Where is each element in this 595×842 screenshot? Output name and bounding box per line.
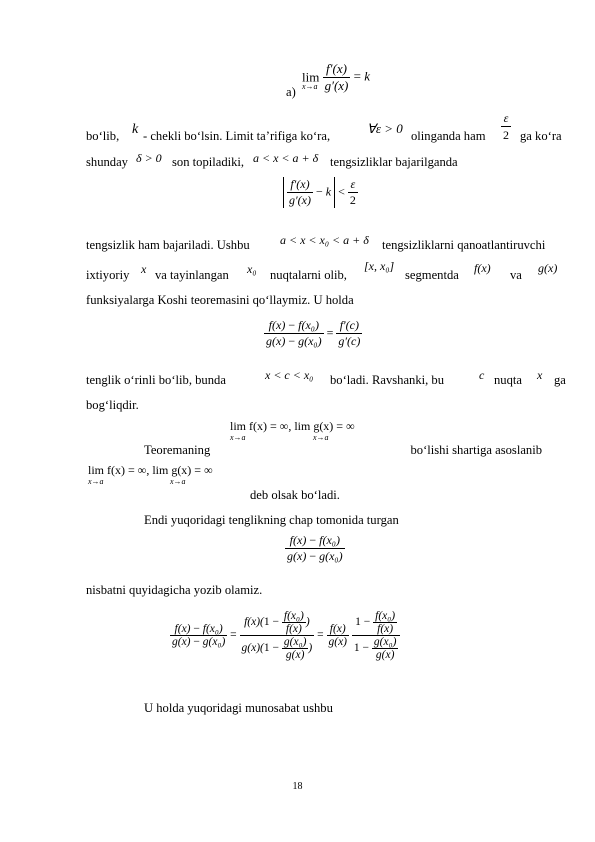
delta-cond: δ > 0 bbox=[136, 151, 162, 165]
p4-c: deb olsak bo‘ladi. bbox=[250, 488, 340, 502]
formula-lim-inf-bottom: lim f(x) = ∞, lim g(x) = ∞ bbox=[88, 463, 213, 477]
interval-x0: a < x < x₀ < a + δ bbox=[280, 233, 369, 247]
p4-b: bo‘lishi shartiga asoslanib bbox=[410, 443, 542, 457]
p7: U holda yuqoridagi munosabat ushbu bbox=[144, 701, 333, 715]
formula-lim-ratio: lim $\frac{f'(x)}{g'(x)}$ = k bbox=[302, 61, 370, 93]
formula-cauchy: $\frac{\text{f(x) − f(x₀)}}{\text{g(x) − g(x₀)}}$ = $\frac{f'(c)}{g'(c)}$ bbox=[266, 318, 361, 348]
p1-line1: bo‘lib, k - chekli bo‘lsin. Limit ta’rifiga ko‘ra, ∀ε > 0 olinganda ham $\frac{\varepsilon}{2}$ ga ko‘ra bbox=[86, 111, 562, 143]
p2-line2: ixtiyoriy bbox=[86, 268, 130, 282]
p2-line3: funksiyalarga Koshi teoremasini qo‘llaymiz. U holda bbox=[86, 293, 354, 307]
formula-transform: $\frac{\text{f(x) − f(x₀)}}{\text{g(x) − g(x₀)}}$ = f(x)(1 − $\frac{\text{f(x₀)}}{f(x)}$ ) g(x)(1 − $\frac{\text{g(x₀)}}{g(x)}$ ) = $\frac{f(x)}{g(x)}$ 1 − $\frac{\text{f(x₀)}}{f(x)}$ 1 − $\frac{\text{g(x₀)}}{g(x)}$ bbox=[170, 610, 400, 661]
p2-line1b: tengsizliklarni qanoatlantiruvchi bbox=[382, 238, 546, 252]
formula-abs-bound: $\frac{f'(x)}{g'(x)}$ − k < $\frac{\varepsilon}{2}$ bbox=[283, 177, 358, 208]
p3-line1: tenglik o‘rinli bo‘lib, bunda bbox=[86, 373, 226, 387]
page-number: 18 bbox=[292, 781, 303, 792]
p2-line1a: tengsizlik ham bajariladi. Ushbu bbox=[86, 238, 250, 252]
segment: [x, x₀] bbox=[364, 259, 395, 273]
interval-delta: a < x < a + δ bbox=[253, 151, 319, 165]
formula-ratio: $\frac{\text{f(x) − f(x₀)}}{\text{g(x) − g(x₀)}}$ bbox=[287, 533, 343, 563]
p6: nisbatni quyidagicha yozib olamiz. bbox=[86, 583, 263, 597]
p5: Endi yuqoridagi tenglikning chap tomonida turgan bbox=[144, 513, 399, 527]
p4-a: Teoremaning bbox=[144, 443, 211, 457]
label-a: a) bbox=[286, 85, 296, 99]
p1-line2: shunday bbox=[86, 155, 128, 169]
lim-subscript: x→a bbox=[302, 82, 318, 91]
p3-line2: bog‘liqdir. bbox=[86, 398, 139, 412]
formula-lim-inf-top: lim f(x) = ∞, lim g(x) = ∞ bbox=[230, 419, 355, 433]
